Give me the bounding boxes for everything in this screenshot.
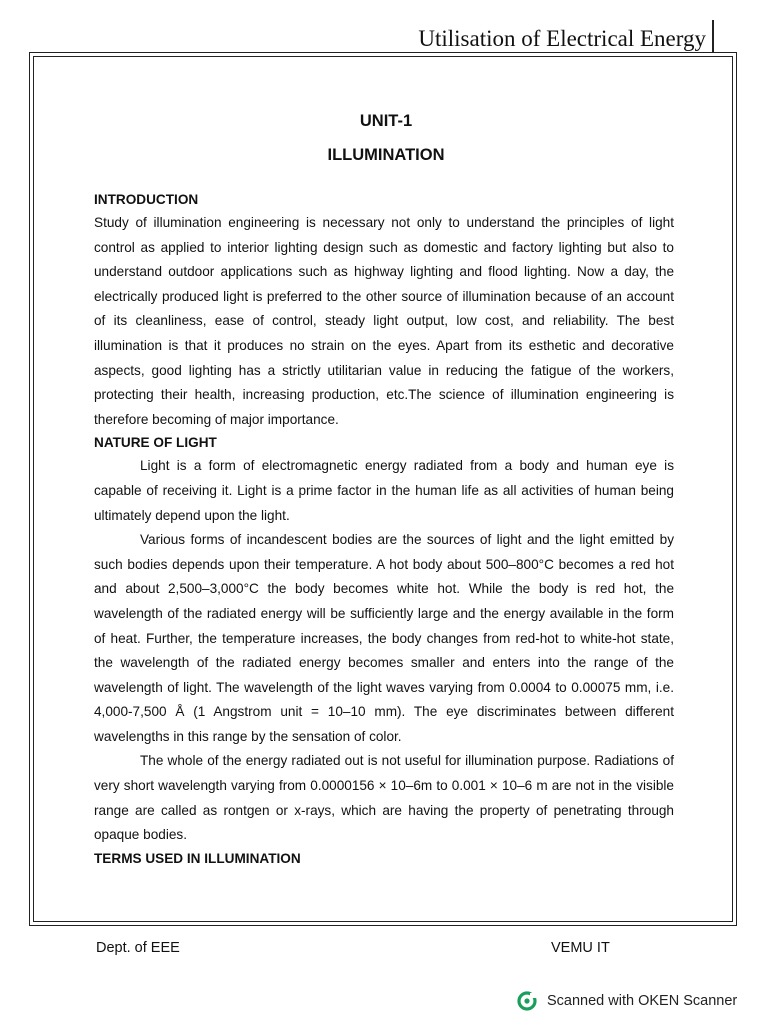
footer-department: Dept. of EEE xyxy=(96,940,180,956)
chapter-title: ILLUMINATION xyxy=(327,146,445,164)
introduction-paragraph: Study of illumination engineering is necessary not only to understand the principles of light control as applied to interior lighting design such as domestic and factory lighting but also to understand outdoor applications such as highway lighting and flood lighting. Now a day, the electrically produced light is preferred to the other source of illumination because of an account of its cleanliness, ease of control, steady light output, low cost, and reliability. The best illumination is that it produces no strain on the eyes. Apart from its esthetic and decorative aspects, good lighting has a strictly utilitarian value in reducing the fatigue of the workers, protecting their health, increasing production, etc.The science of illumination engineering is therefore becoming of major importance. xyxy=(94,215,674,427)
footer-institute: VEMU IT xyxy=(551,940,610,956)
introduction-heading: INTRODUCTION xyxy=(94,192,199,207)
nature-paragraph-1: Light is a form of electromagnetic energy radiated from a body and human eye is capable of receiving it. Light is a prime factor in the human life as all activities of human being ultimately depend upon the light. xyxy=(94,458,674,523)
page-header-title: Utilisation of Electrical Energy xyxy=(418,26,706,51)
scanner-label: Scanned with OKEN Scanner xyxy=(547,993,738,1009)
document-body xyxy=(94,108,674,870)
terms-heading: TERMS USED IN ILLUMINATION xyxy=(94,850,301,866)
oken-scanner-logo-icon xyxy=(517,991,537,1011)
nature-paragraph-3: The whole of the energy radiated out is not useful for illumination purpose. Radiations of very short wavelength varying from 0.0000156 × 10–6m to 0.001 × 10–6 m are not in the visible range are called as rontgen or x-rays, which are having the property of penetrating through opaque bodies. xyxy=(94,753,674,843)
unit-title: UNIT-1 xyxy=(359,112,413,130)
scanner-watermark xyxy=(517,991,737,1011)
header-vertical-bar xyxy=(712,20,714,52)
nature-of-light-heading: NATURE OF LIGHT xyxy=(94,435,217,451)
nature-paragraph-2: Various forms of incandescent bodies are the sources of light and the light emitted by such bodies depends upon their temperature. A hot body about 500–800°C becomes a red hot and about 2,500–3,000°C the body becomes white hot. While the body is red hot, the wavelength of the radiated energy will be sufficiently large and the energy available in the form of heat. Further, the temperature increases, the body changes from red-hot to white-hot state, the wavelength of the radiated energy becomes smaller and enters into the range of the wavelength of light. The wavelength of the light waves varying from 0.0004 to 0.00075 mm, i.e. 4,000-7,500 Å (1 Angstrom unit = 10–10 mm). The eye discriminates between different wavelengths in this range by the sensation of color. xyxy=(94,532,674,744)
